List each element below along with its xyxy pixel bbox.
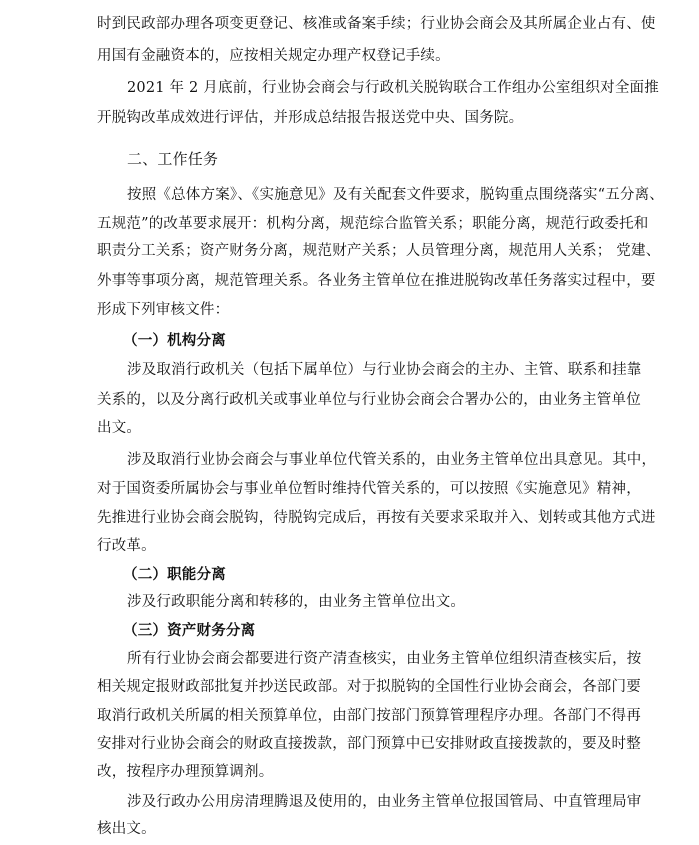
- paragraph-line: 取消行政机关所属的相关预算单位，由部门按部门预算管理程序办理。各部门不得再: [97, 708, 641, 724]
- paragraph-line: 时到民政部办理各项变更登记、核准或备案手续；行业协会商会及其所属企业占有、使: [97, 16, 656, 32]
- paragraph-line: 五规范”的改革要求展开：机构分离，规范综合监管关系；职能分离，规范行政委托和: [97, 216, 649, 232]
- paragraph-line: 所有行业协会商会都要进行资产清查核实，由业务主管单位组织清查核实后，按: [127, 651, 642, 667]
- paragraph-line: 用国有金融资本的，应按相关规定办理产权登记手续。: [97, 48, 450, 64]
- paragraph-line: 2021 年 2 月底前，行业协会商会与行政机关脱钩联合工作组办公室组织对全面推: [127, 80, 659, 96]
- paragraph-line: 涉及行政办公用房清理腾退及使用的，由业务主管单位报国管局、中直管理局审: [127, 794, 642, 810]
- paragraph-line: 相关规定报财政部批复并抄送民政部。对于拟脱钩的全国性行业协会商会，各部门要: [97, 679, 641, 695]
- section-heading: 二、工作任务: [127, 150, 219, 168]
- paragraph-line: 形成下列审核文件：: [97, 302, 230, 318]
- paragraph-line: 安排对行业协会商会的财政直接拨款，部门预算中已安排财政直接拨款的，要及时整: [97, 736, 641, 752]
- subsection-heading: （一）机构分离: [123, 332, 226, 349]
- subsection-heading: （三）资产财务分离: [123, 622, 256, 639]
- paragraph-line: 对于国资委所属协会与事业单位暂时维持代管关系的，可以按照《实施意见》精神，: [97, 481, 641, 497]
- paragraph-line: 改，按程序办理预算调剂。: [97, 764, 274, 780]
- paragraph-line: 职责分工关系；资产财务分离，规范财产关系；人员管理分离，规范用人关系； 党建、: [97, 243, 661, 259]
- paragraph-line: 涉及取消行政机关（包括下属单位）与行业协会商会的主办、主管、联系和挂靠: [127, 362, 642, 378]
- paragraph-line: 涉及行政职能分离和转移的，由业务主管单位出文。: [127, 594, 466, 610]
- paragraph-line: 先推进行业协会商会脱钩，待脱钩完成后，再按有关要求采取并入、划转或其他方式进: [97, 510, 656, 526]
- paragraph-line: 开脱钩改革成效进行评估，并形成总结报告报送党中央、国务院。: [97, 110, 524, 126]
- paragraph-line: 按照《总体方案》、《实施意见》及有关配套文件要求，脱钩重点围绕落实“五分离、: [127, 187, 665, 203]
- subsection-heading: （二）职能分离: [123, 566, 226, 583]
- paragraph-line: 外事等事项分离，规范管理关系。各业务主管单位在推进脱钩改革任务落实过程中，要: [97, 273, 656, 289]
- paragraph-line: 行改革。: [97, 538, 156, 554]
- paragraph-line: 关系的，以及分离行政机关或事业单位与行业协会商会合署办公的，由业务主管单位: [97, 392, 641, 408]
- paragraph-line: 出文。: [97, 420, 142, 436]
- paragraph-line: 核出文。: [97, 821, 156, 837]
- paragraph-line: 涉及取消行业协会商会与事业单位代管关系的，由业务主管单位出具意见。其中，: [127, 452, 657, 468]
